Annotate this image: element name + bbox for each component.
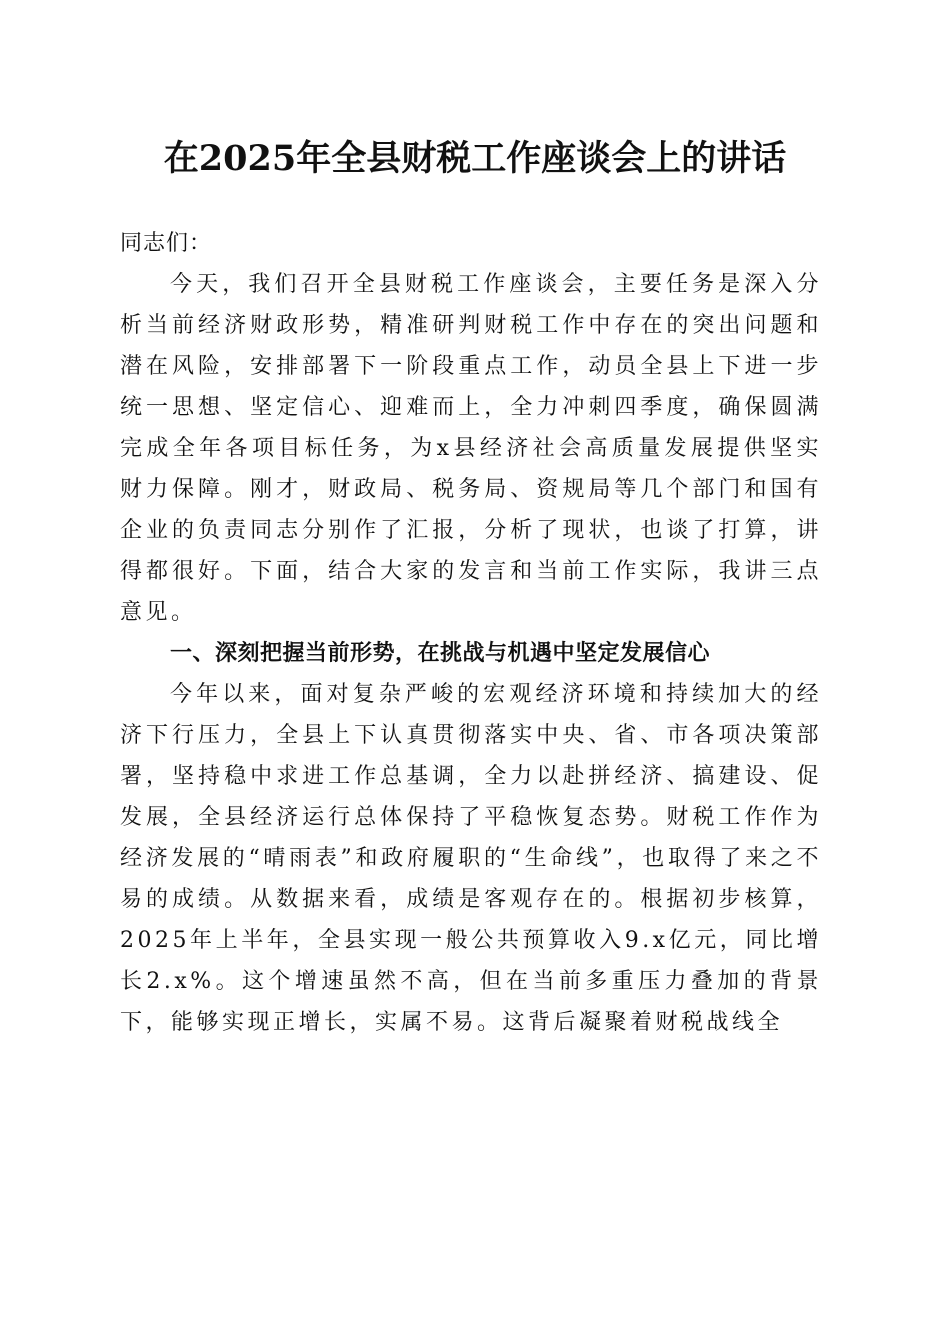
document-body [120,223,822,1043]
section-heading: 一、深刻把握当前形势，在挑战与机遇中坚定发展信心 [170,641,711,666]
salutation: 同志们： [120,231,213,256]
section-paragraph: 今年以来，面对复杂严峻的宏观经济环境和持续加大的经济下行压力，全县上下认真贯彻落实中央、省、市各项决策部署，坚持稳中求进工作总基调，全力以赴拼经济、搞建设、促发展，全县经济运行总体保持了平稳恢复态势。财税工作作为经济发展的“晴雨表”和政府履职的“生命线”，也取得了来之不易的成绩。从数据来看，成绩是客观存在的。根据初步核算，2025年上半年，全县实现一般公共预算收入9.x亿元，同比增长2.x%。这个增速虽然不高，但在当前多重压力叠加的背景下，能够实现正增长，实属不易。这背后凝聚着财税战线全 [120,682,822,1035]
intro-paragraph: 今天，我们召开全县财税工作座谈会，主要任务是深入分析当前经济财政形势，精准研判财税工作中存在的突出问题和潜在风险，安排部署下一阶段重点工作，动员全县上下进一步统一思想、坚定信心、迎难而上，全力冲刺四季度，确保圆满完成全年各项目标任务，为x县经济社会高质量发展提供坚实财力保障。刚才，财政局、税务局、资规局等几个部门和国有企业的负责同志分别作了汇报，分析了现状，也谈了打算，讲得都很好。下面，结合大家的发言和当前工作实际，我讲三点意见。 [120,272,822,625]
document-title: 在2025年全县财税工作座谈会上的讲话 [163,138,787,179]
